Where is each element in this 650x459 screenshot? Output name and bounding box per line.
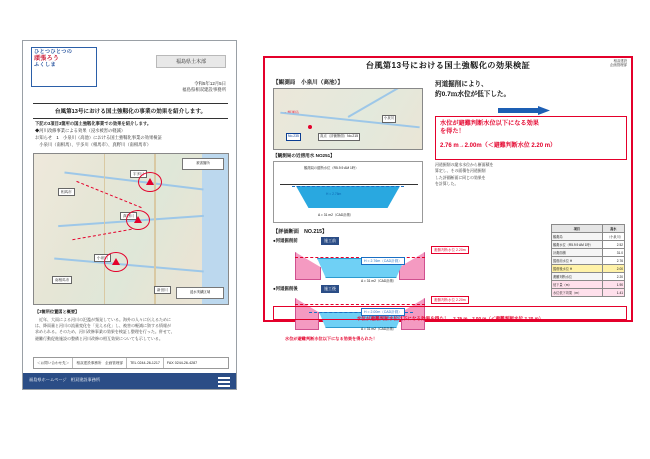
contact-row [33, 357, 229, 369]
table-row [552, 233, 625, 241]
map-label-niidagawa: 新田川 [154, 286, 171, 294]
table-row [552, 289, 625, 297]
before-channel-diagram [295, 248, 425, 282]
obs-area-label: A = 31 m2（CAD計測） [318, 213, 354, 217]
contact-tel: TEL 0244-26-1217 [127, 358, 164, 368]
conclusion-strip [273, 306, 627, 320]
obs-xsec-title: 観測局の縦断水位（R5.9.9 AM 1時） [304, 166, 359, 170]
note-line-1: 近年、大雨による河川の氾濫が頻発している。海外の人々に伝えるために [35, 317, 171, 322]
table-cell-value: 2.20 [602, 273, 624, 281]
table-cell-label: 掘削後水位 H [552, 265, 603, 273]
method-note [435, 162, 627, 196]
table-row [552, 265, 625, 273]
after-subtitle: ●河道掘削後 [273, 286, 298, 291]
map-leader-2 [72, 229, 131, 240]
lead-line-3: 小泉川（南相馬）、宇多川（相馬市）、真野川（南相馬市） [35, 141, 152, 147]
red-box-line-3: 2.76 m→2.00m（＜避難判断水位 2.20 m） [440, 142, 557, 149]
before-badge: 施工前 [321, 237, 339, 245]
table-cell-value: 2.52 [602, 241, 624, 249]
lead-line-2: お知らせ 1 小泉川（高池）における国土強靱化事業の効果検証 [35, 134, 162, 140]
callout-line-2: 約0.7ｍ水位が低下した。 [435, 90, 511, 98]
contact-label: ＜お問い合わせ先＞ [34, 358, 73, 368]
obs-water-body [296, 186, 400, 208]
footer-text: 福島県ホームページ 相双建設事務所 [29, 377, 101, 382]
note-line-3: 求められる。そのため、河川改修事業の効果を検証し整理を行った。併せて、 [35, 329, 175, 335]
table-cell-label: 観測水位（R5.9.9 AM 1時） [552, 241, 603, 249]
section-eval-title: 【評価断面 NO.215】 [273, 229, 328, 235]
before-judgment-level-line [295, 257, 425, 258]
table-cell-label: 観測局 [552, 233, 603, 241]
obs-height-label: H = 2.76m [326, 192, 342, 196]
obs-ground-line [280, 184, 418, 185]
map-label-udagawa: 宇多川 [130, 170, 147, 178]
map-label-soma-city: 相馬市 [58, 188, 75, 196]
blue-arrow-icon [498, 106, 550, 115]
method-line-4: を計算した。 [435, 180, 459, 186]
org-line-1: 相双建設 [613, 59, 627, 63]
obs-map-label-eval-section: 高点（評価断面）No.215 [318, 133, 360, 141]
org-line-2: 企画管理部 [610, 63, 627, 68]
map-label-koizumigawa: 小泉川 [94, 254, 111, 262]
method-line-2: 算定し、その面積を河道掘削 [435, 168, 486, 174]
table-row [552, 273, 625, 281]
table-cell-value: （小泉川） [602, 233, 624, 241]
date-line-2: 福島県相双建設事務所 [182, 87, 226, 93]
before-height-label: H = 2.76m（CAD計測） [361, 257, 405, 265]
date-line-1: 令和5年12月5日 [194, 81, 226, 86]
after-judgment-level-label: 避難判断水位 2.20m [431, 296, 469, 304]
after-area-label: A = 31 m2（CAD計測） [361, 327, 397, 331]
prefecture-logo [31, 47, 97, 87]
location-map [33, 153, 229, 305]
before-judgment-level-label: 避難判断水位 2.20m [431, 246, 469, 254]
logo-line-1: ひとつひとつの [34, 49, 73, 55]
method-line-3: した評価断面に同じの効果を [435, 174, 486, 180]
after-badge: 施工後 [321, 285, 339, 293]
map-leader-1 [76, 181, 141, 208]
table-cell-label: 水位低下効果（m） [552, 289, 603, 297]
contact-fax: FAX 0244-26-4287 [166, 361, 198, 365]
obs-map-branch [348, 88, 401, 117]
table-cell-label: 避難判断水位 [552, 273, 603, 281]
table-cell-label: 掘削前水位 H [552, 257, 603, 265]
table-row [552, 249, 625, 257]
table-row [552, 241, 625, 249]
map-road-2 [104, 154, 105, 305]
map-legend-top: 被害箇所 [182, 158, 224, 170]
department-badge-label: 福島県土木部 [175, 59, 206, 65]
right-org-block [610, 59, 627, 68]
after-judgment-level-line [295, 304, 425, 305]
observation-map [273, 88, 423, 150]
map-sea [202, 154, 228, 305]
before-area-label: A = 31 m2（CAD計測） [361, 279, 397, 283]
conclusion-text: 水位が避難判断水位以下になる効果を得た！ 2.76 m→2.00 m（＜避難判断水位 2.20 m） [356, 316, 544, 321]
table-cell-value: 31.0 [602, 249, 624, 257]
method-line-1: 河道掘削の縦水水位から断面積を [435, 162, 494, 167]
note-line-2: は、降雨量と河川の流量変化を「見える化」し、被害の軽減に資する情報が [35, 323, 171, 329]
left-lead-text [35, 121, 227, 149]
after-effect-note: 水位が避難判断水位以下になる効果を得られた！ [285, 336, 378, 341]
left-note-heading: 【3箇所位置図と概要】 [35, 309, 80, 314]
logo-line-3: ふくしま [34, 61, 56, 68]
left-note-body [35, 317, 227, 342]
after-height-label: H = 2.00m（CAD計測） [361, 308, 405, 316]
section-observation-title: 【観測局 小泉川（高池）】 [273, 80, 343, 86]
department-badge [156, 55, 226, 68]
map-label-minamisoma-city: 南相馬市 [52, 276, 72, 284]
map-label-manogawa: 真野川 [120, 212, 137, 220]
obs-map-label-koizumigawa: 小泉川 [382, 115, 396, 123]
map-river-3 [54, 257, 204, 272]
obs-point-dot [308, 125, 312, 129]
before-subtitle: ●河道掘削前 [273, 238, 298, 243]
lead-head: 下記の3項目3箇所の国土強靱化事業での効果を紹介します。 [35, 121, 152, 126]
contact-office: 相双建設事務所 企画管理部 [73, 358, 127, 368]
red-box-line-1: 水位が避難判断水位以下になる効果 [440, 120, 539, 127]
callout-line-1: 河道掘削により、 [435, 81, 488, 88]
right-page-title: 台風第13号における国土強靱化の効果検証 [365, 61, 531, 70]
table-cell-value: 1.90 [602, 281, 624, 289]
left-document-sheet [22, 40, 237, 390]
table-header-item: 項目 [552, 225, 603, 233]
observed-cross-section [273, 161, 423, 223]
result-table [551, 224, 625, 297]
red-box-line-2: を得た！ [440, 128, 465, 136]
table-cell-label: 計測面積 [552, 249, 603, 257]
table-header-value: 高水 [602, 225, 624, 233]
lead-line-1: ◆河川改修事業による効果（浸水被害の軽減） [35, 127, 126, 133]
obs-water-level-line [292, 186, 404, 187]
logo-line-2: 頑張ろう [34, 55, 60, 62]
map-legend-bottom: 浸水実績区域 [176, 287, 224, 299]
obs-map-label-no235: No.235 [286, 133, 301, 141]
left-page-title: 台風第13号における国土強靱化の事業の効果を紹介します。 [33, 103, 228, 119]
effect-callout [435, 80, 627, 100]
map-circle-3 [104, 252, 128, 272]
left-footer [23, 373, 236, 389]
effect-red-box [435, 116, 627, 160]
date-block [182, 81, 226, 94]
right-header [265, 58, 631, 76]
right-document-sheet [263, 56, 633, 341]
qr-code-icon [218, 375, 230, 387]
section-nearby-title: 【観測局の近傍用水 NO251】 [273, 153, 335, 158]
note-line-4: 避難行動促進施設の整備と河川改修の相互効果についても示している。 [35, 335, 163, 341]
map-circle-1 [138, 172, 162, 192]
table-row [552, 257, 625, 265]
table-row [552, 281, 625, 289]
table-cell-value: 2.76 [602, 257, 624, 265]
table-cell-label: 低下量（m） [552, 281, 603, 289]
map-circle-2 [126, 210, 150, 230]
table-header-row [552, 225, 625, 233]
table-cell-value: 1.41 [602, 289, 624, 297]
table-cell-value: 2.00 [602, 265, 624, 273]
